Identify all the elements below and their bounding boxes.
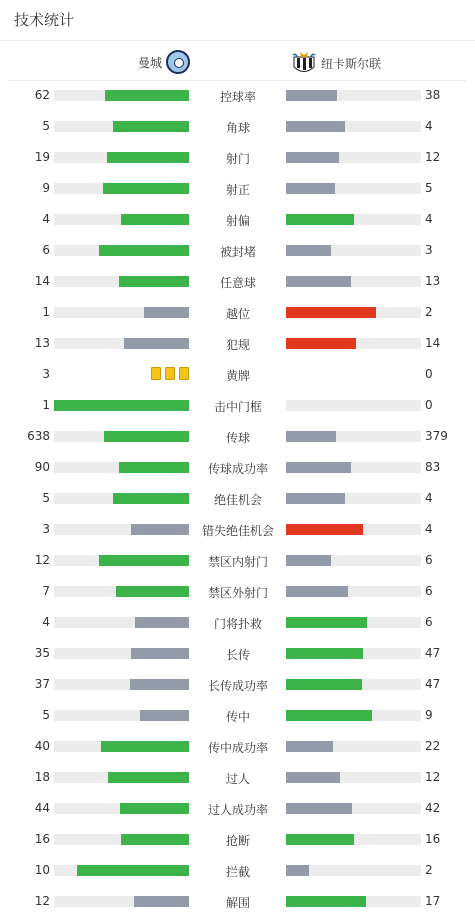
away-value: 22 xyxy=(425,739,441,753)
away-value: 38 xyxy=(425,88,441,102)
home-bar-track xyxy=(54,121,189,132)
away-bar-track xyxy=(286,524,421,535)
home-bar-fill xyxy=(135,617,189,628)
home-bar-fill xyxy=(130,679,189,690)
away-bar-fill xyxy=(286,493,345,504)
home-value: 13 xyxy=(34,336,50,350)
home-value: 12 xyxy=(34,894,50,908)
home-bar-track xyxy=(54,493,189,504)
home-value: 16 xyxy=(34,832,50,846)
away-value: 16 xyxy=(425,832,441,846)
home-bar-track xyxy=(54,803,189,814)
manchester-city-logo-icon xyxy=(166,50,190,74)
home-bar-fill xyxy=(121,834,189,845)
stat-row xyxy=(0,173,475,204)
home-bar-track xyxy=(54,400,189,411)
home-value: 35 xyxy=(34,646,50,660)
away-bar-fill xyxy=(286,307,376,318)
home-value: 5 xyxy=(42,708,50,722)
home-bar-fill xyxy=(104,431,189,442)
stat-label: 错失绝佳机会 xyxy=(201,524,274,538)
away-bar-track xyxy=(286,617,421,628)
stat-row xyxy=(0,762,475,793)
yellow-card-icon xyxy=(165,367,175,380)
away-value: 14 xyxy=(425,336,441,350)
stat-label: 传中成功率 xyxy=(207,741,268,755)
home-bar-fill xyxy=(121,214,189,225)
away-bar-fill xyxy=(286,586,348,597)
stat-row xyxy=(0,266,475,297)
stat-label: 传中 xyxy=(225,710,250,724)
stat-label: 绝佳机会 xyxy=(213,493,262,507)
away-bar-track xyxy=(286,183,421,194)
away-value: 4 xyxy=(425,119,433,133)
home-bar-track xyxy=(54,245,189,256)
away-bar-track xyxy=(286,90,421,101)
stat-label: 禁区内射门 xyxy=(207,555,268,569)
home-value: 4 xyxy=(42,212,50,226)
away-value: 4 xyxy=(425,491,433,505)
home-value: 4 xyxy=(42,615,50,629)
away-bar-fill xyxy=(286,183,335,194)
header-divider xyxy=(0,40,475,41)
away-value: 5 xyxy=(425,181,433,195)
away-value: 6 xyxy=(425,553,433,567)
away-value: 13 xyxy=(425,274,441,288)
stat-label: 黄牌 xyxy=(225,369,250,383)
home-value: 40 xyxy=(34,739,50,753)
home-value: 44 xyxy=(34,801,50,815)
away-bar-fill xyxy=(286,679,362,690)
away-bar-track xyxy=(286,121,421,132)
stat-row xyxy=(0,700,475,731)
home-bar-fill xyxy=(105,90,189,101)
home-bar-fill xyxy=(120,803,189,814)
away-bar-fill xyxy=(286,896,366,907)
home-value: 19 xyxy=(34,150,50,164)
away-value: 4 xyxy=(425,522,433,536)
stat-row xyxy=(0,514,475,545)
stat-label: 过人 xyxy=(225,772,250,786)
home-bar-fill xyxy=(131,524,189,535)
away-value: 6 xyxy=(425,615,433,629)
away-bar-track xyxy=(286,493,421,504)
away-bar-fill xyxy=(286,555,331,566)
away-value: 2 xyxy=(425,305,433,319)
away-bar-track xyxy=(286,152,421,163)
home-value: 9 xyxy=(42,181,50,195)
stat-row xyxy=(0,421,475,452)
stat-label: 长传成功率 xyxy=(207,679,268,693)
stat-row xyxy=(0,483,475,514)
stat-label: 禁区外射门 xyxy=(207,586,268,600)
away-bar-fill xyxy=(286,834,354,845)
stat-row xyxy=(0,731,475,762)
stat-label: 过人成功率 xyxy=(207,803,268,817)
away-bar-track xyxy=(286,803,421,814)
home-bar-fill xyxy=(99,245,189,256)
home-bar-track xyxy=(54,741,189,752)
away-bar-fill xyxy=(286,90,337,101)
stat-label: 拦截 xyxy=(225,865,250,879)
home-bar-fill xyxy=(144,307,189,318)
away-bar-track xyxy=(286,214,421,225)
away-bar-fill xyxy=(286,245,331,256)
home-bar-fill xyxy=(107,152,189,163)
newcastle-logo-icon xyxy=(291,50,317,76)
away-bar-track xyxy=(286,710,421,721)
away-bar-fill xyxy=(286,803,352,814)
home-bar-track xyxy=(54,555,189,566)
stat-row xyxy=(0,824,475,855)
home-value: 638 xyxy=(27,429,50,443)
away-bar-fill xyxy=(286,710,372,721)
home-bar-track xyxy=(54,276,189,287)
home-bar-track xyxy=(54,586,189,597)
home-bar-track xyxy=(54,338,189,349)
stat-label: 被封堵 xyxy=(219,245,256,259)
home-bar-track xyxy=(54,648,189,659)
home-bar-track xyxy=(54,524,189,535)
home-bar-track xyxy=(54,462,189,473)
home-bar-track xyxy=(54,152,189,163)
home-bar-fill xyxy=(116,586,189,597)
stat-label: 长传 xyxy=(225,648,250,662)
stat-label: 犯规 xyxy=(225,338,250,352)
stat-label: 传球成功率 xyxy=(207,462,268,476)
home-bar-track xyxy=(54,865,189,876)
away-bar-fill xyxy=(286,617,367,628)
home-bar-fill xyxy=(103,183,189,194)
stat-row xyxy=(0,452,475,483)
away-bar-fill xyxy=(286,431,336,442)
home-value: 3 xyxy=(42,367,50,381)
yellow-card-icon xyxy=(179,367,189,380)
away-value: 0 xyxy=(425,367,433,381)
home-bar-track xyxy=(54,90,189,101)
stat-row xyxy=(0,328,475,359)
home-value: 3 xyxy=(42,522,50,536)
away-bar-fill xyxy=(286,338,356,349)
stat-row xyxy=(0,80,475,111)
stat-label: 射偏 xyxy=(225,214,250,228)
home-value: 90 xyxy=(34,460,50,474)
away-bar-track xyxy=(286,431,421,442)
stat-row xyxy=(0,793,475,824)
home-bar-track xyxy=(54,214,189,225)
stat-label: 越位 xyxy=(225,307,250,321)
page-title: 技术统计 xyxy=(14,11,75,29)
stat-label: 击中门框 xyxy=(213,400,262,414)
home-bar-track xyxy=(54,772,189,783)
away-bar-track xyxy=(286,896,421,907)
away-bar-fill xyxy=(286,741,333,752)
away-bar-fill xyxy=(286,214,354,225)
home-bar-track xyxy=(54,834,189,845)
stat-label: 射门 xyxy=(225,152,250,166)
away-team[interactable] xyxy=(291,50,381,76)
home-bar-fill xyxy=(77,865,189,876)
away-bar-track xyxy=(286,400,421,411)
stat-row xyxy=(0,638,475,669)
home-bar-track xyxy=(54,710,189,721)
stat-label: 射正 xyxy=(225,183,250,197)
stat-label: 传球 xyxy=(225,431,250,445)
home-bar-track xyxy=(54,307,189,318)
stat-row xyxy=(0,545,475,576)
home-bar-fill xyxy=(131,648,189,659)
stat-row xyxy=(0,204,475,235)
yellow-card-icon xyxy=(151,367,161,380)
home-bar-fill xyxy=(124,338,189,349)
away-bar-fill xyxy=(286,152,339,163)
stat-row xyxy=(0,390,475,421)
home-value: 18 xyxy=(34,770,50,784)
home-value: 62 xyxy=(34,88,50,102)
stat-row xyxy=(0,886,475,917)
home-bar-track xyxy=(54,617,189,628)
away-value: 379 xyxy=(425,429,448,443)
away-bar-track xyxy=(286,462,421,473)
away-value: 3 xyxy=(425,243,433,257)
stat-label: 控球率 xyxy=(219,90,256,104)
home-value: 5 xyxy=(42,119,50,133)
stat-row xyxy=(0,576,475,607)
away-value: 6 xyxy=(425,584,433,598)
away-value: 9 xyxy=(425,708,433,722)
home-team-name: 曼城 xyxy=(137,55,162,70)
home-bar-fill xyxy=(108,772,189,783)
away-bar-fill xyxy=(286,648,363,659)
away-bar-fill xyxy=(286,524,363,535)
home-value: 37 xyxy=(34,677,50,691)
stat-row xyxy=(0,607,475,638)
home-value: 6 xyxy=(42,243,50,257)
stat-row xyxy=(0,669,475,700)
home-bar-track xyxy=(54,183,189,194)
home-value: 5 xyxy=(42,491,50,505)
away-value: 4 xyxy=(425,212,433,226)
home-bar-fill xyxy=(119,276,189,287)
stat-row xyxy=(0,359,475,390)
home-bar-fill xyxy=(140,710,189,721)
home-value: 12 xyxy=(34,553,50,567)
away-bar-fill xyxy=(286,462,351,473)
away-value: 12 xyxy=(425,150,441,164)
away-value: 2 xyxy=(425,863,433,877)
home-bar-fill xyxy=(113,121,189,132)
away-value: 12 xyxy=(425,770,441,784)
home-value: 1 xyxy=(42,398,50,412)
home-bar-track xyxy=(54,679,189,690)
away-team-name: 纽卡斯尔联 xyxy=(321,56,382,71)
away-bar-fill xyxy=(286,772,340,783)
away-bar-track xyxy=(286,307,421,318)
stat-row xyxy=(0,297,475,328)
away-value: 83 xyxy=(425,460,441,474)
stat-label: 角球 xyxy=(225,121,250,135)
away-bar-track xyxy=(286,586,421,597)
away-bar-track xyxy=(286,679,421,690)
away-bar-track xyxy=(286,276,421,287)
home-value: 1 xyxy=(42,305,50,319)
away-bar-track xyxy=(286,741,421,752)
away-bar-fill xyxy=(286,865,309,876)
stat-row xyxy=(0,235,475,266)
stat-label: 任意球 xyxy=(219,276,256,290)
home-value: 7 xyxy=(42,584,50,598)
away-value: 47 xyxy=(425,646,441,660)
away-value: 17 xyxy=(425,894,441,908)
stat-row xyxy=(0,111,475,142)
away-bar-track xyxy=(286,865,421,876)
stat-row xyxy=(0,855,475,886)
stat-label: 门将扑救 xyxy=(213,617,262,631)
home-bar-track xyxy=(54,896,189,907)
away-bar-track xyxy=(286,555,421,566)
home-team[interactable] xyxy=(138,50,190,74)
home-bar-fill xyxy=(134,896,189,907)
home-bar-track xyxy=(54,431,189,442)
home-bar-fill xyxy=(99,555,189,566)
stat-label: 解围 xyxy=(225,896,250,910)
away-bar-track xyxy=(286,772,421,783)
away-bar-fill xyxy=(286,276,351,287)
away-bar-track xyxy=(286,648,421,659)
home-bar-fill xyxy=(101,741,189,752)
home-value: 10 xyxy=(34,863,50,877)
home-yellow-cards xyxy=(151,367,189,380)
away-value: 42 xyxy=(425,801,441,815)
away-bar-track xyxy=(286,245,421,256)
stat-row xyxy=(0,142,475,173)
home-bar-fill xyxy=(113,493,189,504)
home-bar-fill xyxy=(119,462,189,473)
away-value: 47 xyxy=(425,677,441,691)
teams-header xyxy=(8,44,466,81)
home-value: 14 xyxy=(34,274,50,288)
home-bar-fill xyxy=(54,400,189,411)
stat-label: 抢断 xyxy=(225,834,250,848)
away-bar-track xyxy=(286,338,421,349)
away-bar-track xyxy=(286,834,421,845)
away-value: 0 xyxy=(425,398,433,412)
away-bar-fill xyxy=(286,121,345,132)
